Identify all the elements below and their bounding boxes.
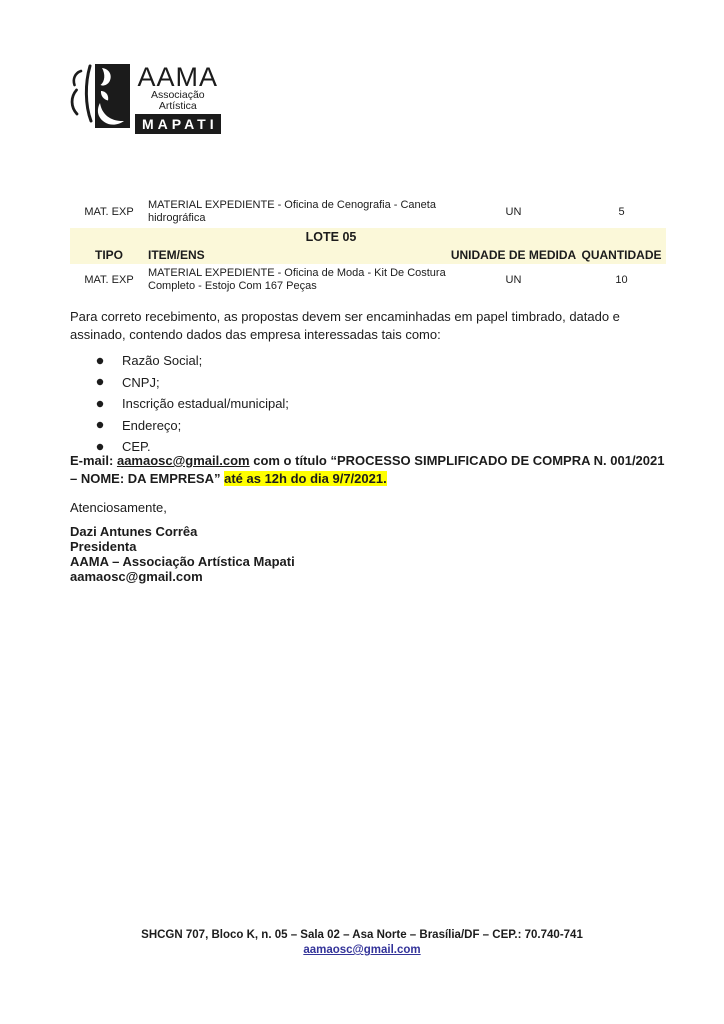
cell-item: MATERIAL EXPEDIENTE - Oficina de Moda - Kit De Costura Completo - Estojo Com 167 Peças [148,267,446,292]
lot-title-row [70,228,666,246]
signature-role: Presidenta [70,539,137,554]
email-instructions-text: com o título “PROCESSO SIMPLIFICADO DE COMPRA N. 001/2021 – NOME: DA EMPRESA” [70,453,665,486]
cell-quantidade: 10 [615,273,628,286]
logo-subtitle-line1: Associação [150,89,205,101]
email-instructions [70,452,670,487]
bullet-icon [97,443,103,449]
items-table [70,196,666,296]
column-header-tipo: TIPO [94,248,123,262]
intro-paragraph: Para correto recebimento, as propostas devem ser encaminhadas em papel timbrado, datado e assinado, contendo dados das empresa interessadas tais como: [70,309,620,342]
list-item [96,419,289,432]
signature-name: Dazi Antunes Corrêa [70,524,198,539]
footer-email-link[interactable]: aamaosc@gmail.com [303,944,421,956]
table-header-row [70,246,666,264]
lot-title: LOTE 05 [305,230,357,244]
list-item-label: CEP. [122,439,151,454]
bullet-icon [97,400,103,406]
email-link[interactable]: aamaosc@gmail.com [116,453,250,468]
logo-subtitle-line2: Artística [158,100,197,112]
deadline-highlight: até as 12h do dia 9/7/2021. [224,470,387,486]
column-header-quantidade: QUANTIDADE [581,248,662,262]
email-label: E-mail: [70,453,114,468]
cell-unidade: UN [505,205,522,218]
footer-address: SHCGN 707, Bloco K, n. 05 – Sala 02 – Asa Norte – Brasília/DF – CEP.: 70.740-741 [141,929,583,941]
bullet-icon [97,357,103,363]
logo [68,64,221,134]
list-item [96,376,289,389]
list-item-label: Inscrição estadual/municipal; [122,396,289,411]
theater-mask-icon [68,64,130,128]
cell-tipo: MAT. EXP [84,273,134,286]
cell-quantidade: 5 [618,205,625,218]
list-item-label: CNPJ; [122,374,160,390]
cell-item: MATERIAL EXPEDIENTE - Oficina de Cenografia - Caneta hidrográfica [148,199,436,224]
cell-unidade: UN [505,273,522,286]
logo-text [135,64,221,134]
closing-salutation: Atenciosamente, [70,500,167,515]
column-header-unidade: UNIDADE DE MEDIDA [450,248,577,262]
requirements-list [96,354,289,462]
bullet-icon [97,422,103,428]
cell-tipo: MAT. EXP [84,205,134,218]
table-row [70,196,666,228]
page-footer [0,928,724,958]
list-item [96,354,289,367]
table-row [70,264,666,296]
bullet-icon [97,379,103,385]
list-item-label: Endereço; [122,417,182,433]
logo-brand: AAMA [137,62,219,92]
signature-email: aamaosc@gmail.com [70,569,203,584]
signature-block [70,524,295,584]
signature-org: AAMA – Associação Artística Mapati [70,554,295,569]
logo-badge: MAPATI [135,114,221,134]
column-header-item: ITEM/ENS [148,248,205,262]
list-item [96,397,289,410]
list-item-label: Razão Social; [122,353,203,368]
